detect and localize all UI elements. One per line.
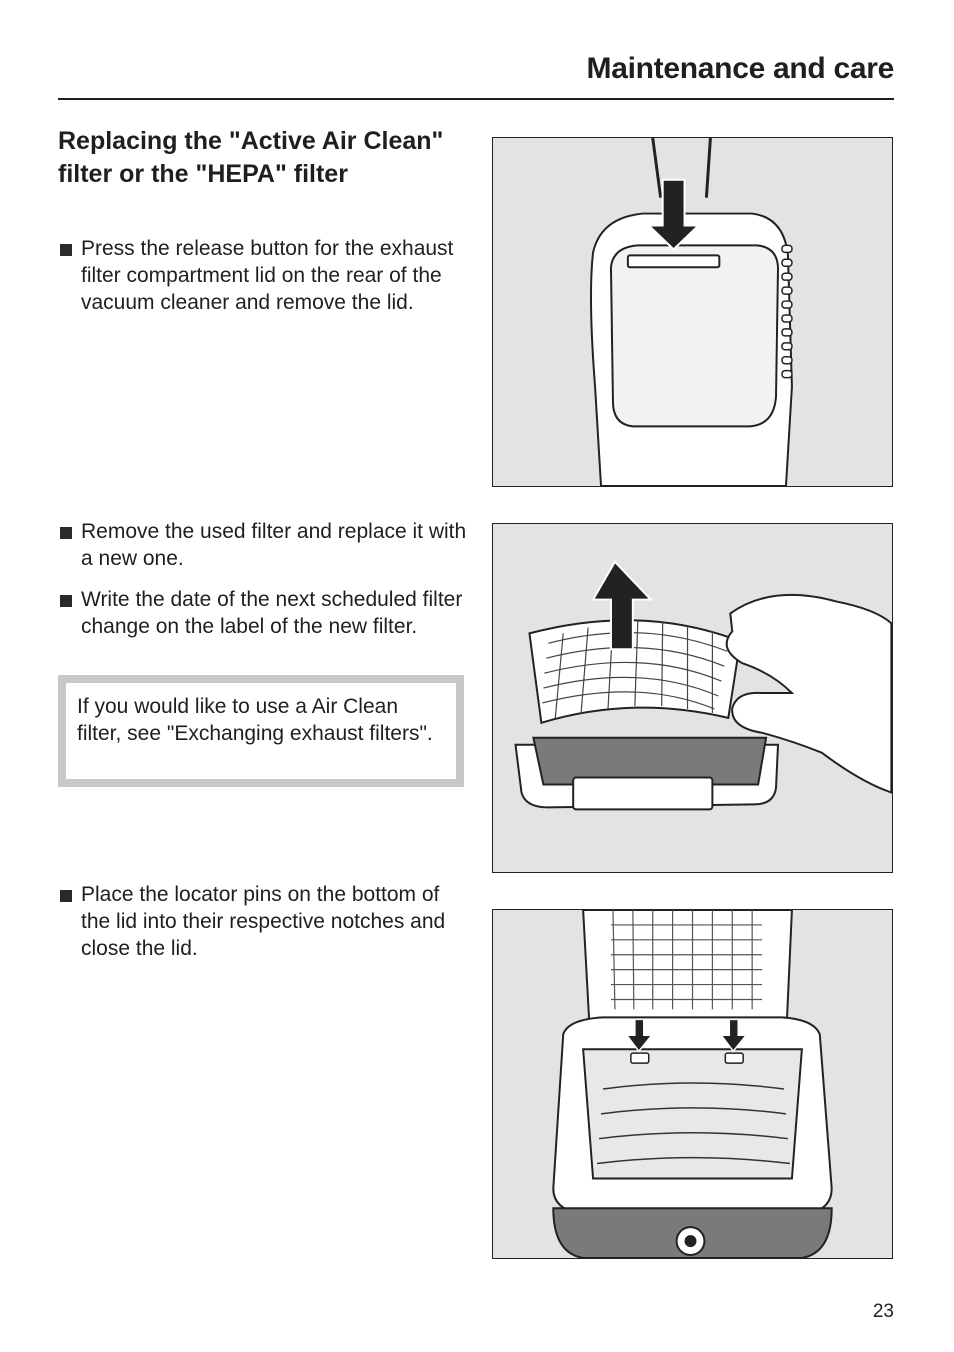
vacuum-release-button-illustration [493,138,892,486]
lid-locator-pins-illustration [493,910,892,1258]
instruction-step [58,586,468,640]
figure-close-lid [492,909,893,1259]
figure-release-lid [492,137,893,487]
figure-replace-filter [492,523,893,873]
header-divider [58,98,894,100]
instruction-step [58,881,468,962]
bullet-square-icon [60,244,72,256]
page-number: 23 [872,1301,894,1322]
step-text: Press the release button for the exhaust filter compartment lid on the rear of the vacuum cleaner and remove the lid. [81,237,454,314]
bullet-square-icon [60,890,72,902]
filter-replacement-hand-illustration [493,524,892,872]
instruction-step [58,235,468,316]
page-header-title: Maintenance and care [586,52,894,85]
step-text: Write the date of the next scheduled filter change on the label of the new filter. [81,588,463,638]
bullet-square-icon [60,527,72,539]
note-box [58,675,464,787]
step-text: Remove the used filter and replace it with a new one. [81,520,467,570]
bullet-square-icon [60,595,72,607]
instruction-step [58,518,468,572]
section-heading: Replacing the "Active Air Clean" filter or the "HEPA" filter [58,127,444,188]
note-text: If you would like to use a Air Clean filter, see "Exchanging exhaust filters". [66,683,456,779]
step-text: Place the locator pins on the bottom of the lid into their respective notches and close the lid. [81,883,446,960]
